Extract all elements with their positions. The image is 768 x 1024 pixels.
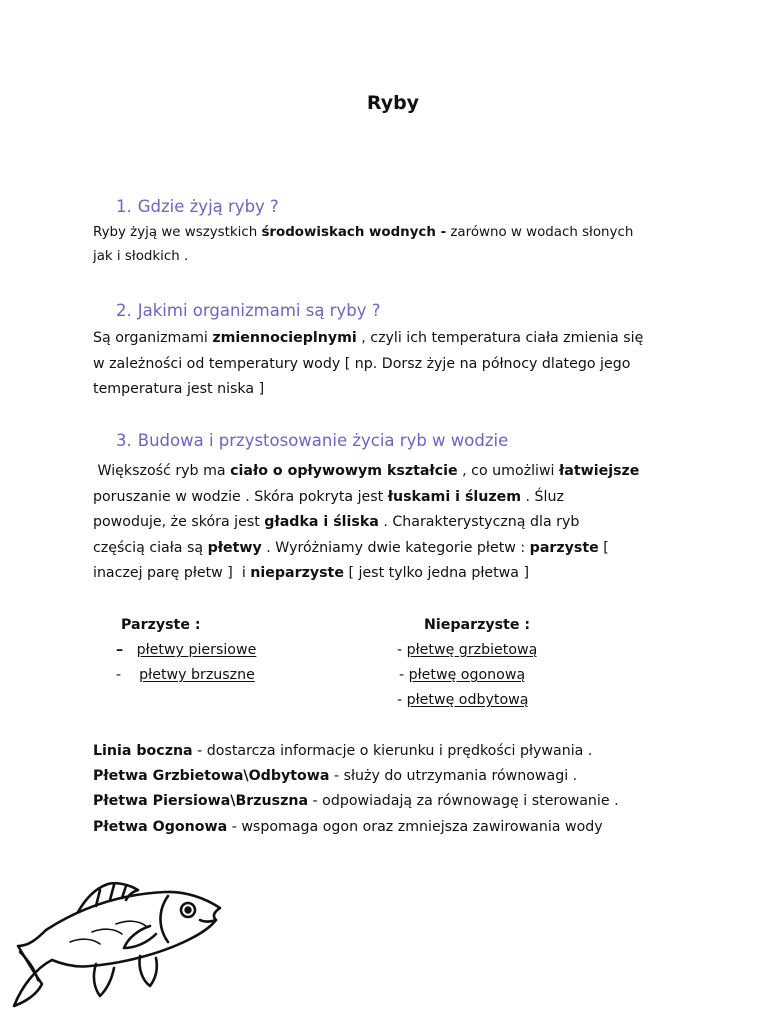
fin-label: płetwę grzbietową bbox=[406, 642, 538, 658]
text-span: . Charakterystyczną dla ryb bbox=[378, 514, 580, 530]
section-2-heading bbox=[116, 301, 380, 320]
section-1-number: 1. bbox=[116, 197, 132, 216]
fin-label: płetwę odbytową bbox=[406, 692, 529, 708]
fin-label: płetwy piersiowe bbox=[136, 642, 257, 658]
definition-term: Płetwa Grzbietowa\Odbytowa bbox=[93, 768, 330, 784]
bold-span: nieparzyste bbox=[250, 565, 344, 581]
text-span: poruszanie w wodzie . Skóra pokryta jest bbox=[93, 488, 388, 505]
bold-span: łuskami i śluzem bbox=[387, 488, 522, 505]
text-span: , czyli ich temperatura ciała zmienia się bbox=[356, 330, 644, 346]
list-dash: – bbox=[116, 642, 124, 658]
bold-span: parzyste bbox=[529, 539, 599, 556]
definition-dorsal-anal-fin bbox=[93, 768, 577, 784]
definition-caudal-fin bbox=[93, 819, 603, 835]
definition-term: Płetwa Ogonowa bbox=[93, 819, 228, 835]
list-dash: - bbox=[397, 642, 407, 658]
definition-pectoral-pelvic-fin bbox=[93, 793, 619, 809]
text-span: temperatura jest niska ] bbox=[93, 381, 265, 397]
text-span: . Śluz bbox=[521, 488, 564, 505]
text-span: Większość ryb ma bbox=[93, 463, 231, 479]
bold-span: środowiskach wodnych - bbox=[261, 225, 447, 240]
bold-span: ciało o opływowym kształcie bbox=[230, 463, 458, 479]
fish-illustration bbox=[0, 868, 250, 1024]
fin-label: płetwę ogonową bbox=[408, 667, 526, 683]
section-2-title: Jakimi organizmami są ryby ? bbox=[137, 301, 381, 320]
text-span: . Wyróżniamy dwie kategorie płetw : bbox=[261, 539, 530, 556]
list-dash: - bbox=[399, 667, 409, 683]
definition-desc: - wspomaga ogon oraz zmniejsza zawirowania wody bbox=[227, 819, 603, 835]
text-span: w zależności od temperatury wody [ np. Dorsz żyje na północy dlatego jego bbox=[93, 355, 631, 372]
definition-lateral-line bbox=[93, 743, 592, 759]
text-span: inaczej parę płetw ] i bbox=[93, 565, 251, 581]
unpaired-fin-item bbox=[397, 692, 528, 708]
text-span: powoduje, że skóra jest bbox=[93, 514, 265, 530]
list-dash: - bbox=[116, 667, 122, 683]
paired-fin-item bbox=[116, 667, 255, 683]
unpaired-fin-item bbox=[399, 667, 525, 683]
section-3-number: 3. bbox=[116, 431, 132, 450]
section-3-paragraph bbox=[93, 459, 683, 587]
text-span: jak i słodkich . bbox=[93, 248, 189, 264]
section-3-heading bbox=[116, 431, 508, 450]
section-2-number: 2. bbox=[116, 301, 132, 320]
page-title: Ryby bbox=[366, 92, 420, 114]
paired-fin-item bbox=[116, 642, 256, 658]
text-span: Ryby żyją we wszystkich bbox=[93, 225, 262, 240]
unpaired-fin-item bbox=[397, 642, 537, 658]
definition-term: Płetwa Piersiowa\Brzuszna bbox=[93, 793, 309, 809]
bold-span: zmiennocieplnymi bbox=[212, 330, 357, 346]
section-2-paragraph bbox=[93, 326, 683, 403]
section-1-heading bbox=[116, 197, 279, 216]
text-span: , co umożliwi bbox=[457, 463, 560, 479]
definition-desc: - dostarcza informacje o kierunku i prędkości pływania . bbox=[192, 743, 593, 759]
definition-desc: - służy do utrzymania równowagi . bbox=[329, 768, 578, 784]
text-span: częścią ciała są bbox=[93, 539, 208, 556]
paired-fins-title: Parzyste : bbox=[121, 617, 201, 633]
bold-span: gładka i śliska bbox=[264, 514, 379, 530]
definition-term: Linia boczna bbox=[93, 743, 193, 759]
section-1-paragraph bbox=[93, 221, 683, 268]
text-span: Są organizmami bbox=[93, 330, 213, 346]
list-dash: - bbox=[397, 692, 407, 708]
text-span: [ bbox=[598, 539, 609, 556]
section-1-title: Gdzie żyją ryby ? bbox=[137, 197, 279, 216]
fin-label: płetwy brzuszne bbox=[139, 667, 255, 683]
bold-span: łatwiejsze bbox=[559, 463, 640, 479]
text-span: zarówno w wodach słonych bbox=[446, 225, 634, 240]
definition-desc: - odpowiadają za równowagę i sterowanie . bbox=[308, 793, 619, 809]
bold-span: płetwy bbox=[207, 539, 262, 556]
section-3-title: Budowa i przystosowanie życia ryb w wodzie bbox=[137, 431, 509, 450]
unpaired-fins-title: Nieparzyste : bbox=[424, 617, 531, 633]
text-span: [ jest tylko jedna płetwa ] bbox=[343, 565, 529, 581]
